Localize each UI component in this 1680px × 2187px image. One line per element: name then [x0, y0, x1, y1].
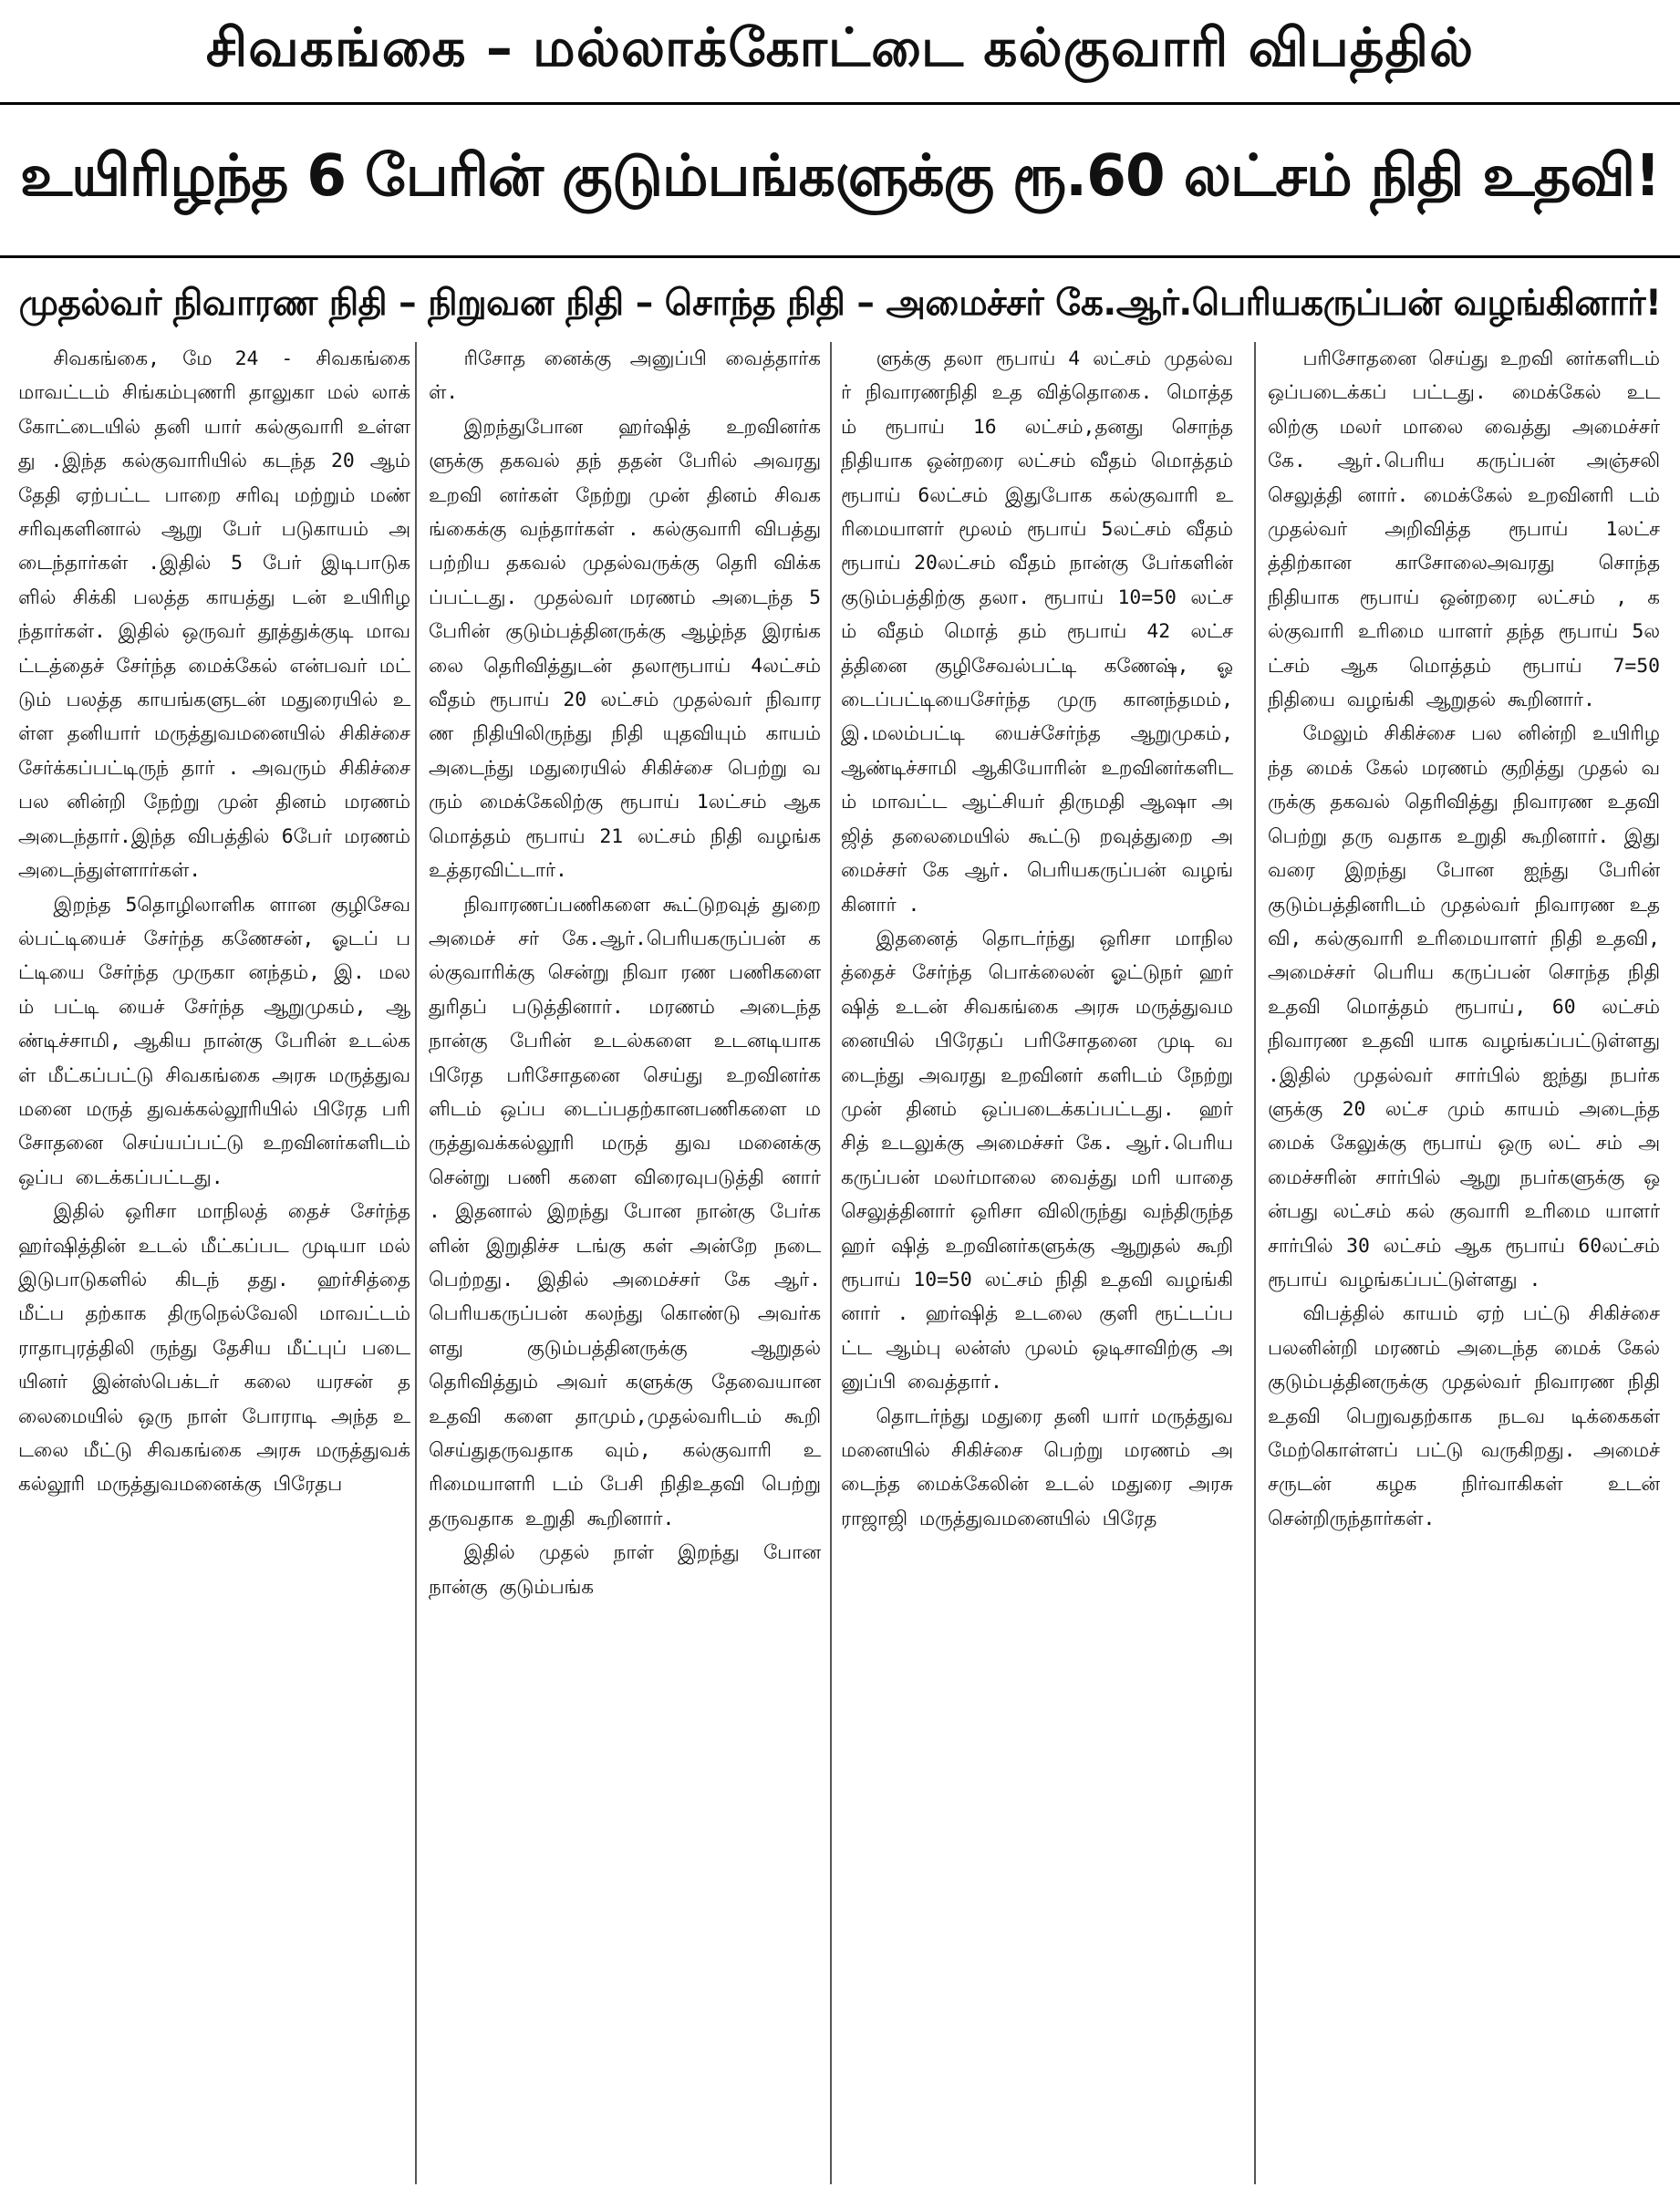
column-divider [1254, 342, 1256, 2184]
paragraph: இதில் முதல் நாள் இறந்து போன நான்கு குடும்பங்க [429, 1541, 821, 1599]
paragraph: இதனைத் தொடர்ந்து ஒரிசா மாநிலத்தைச் சேர்ந்த பொக்லைன் ஓட்டுநர் ஹர் ஷித் உடன் சிவகங்கை அரசு மருத்துவமனையில் பிரேதப் பரிசோதனை முடி வடைந்து அவரது உறவினர் களிடம் நேற்று முன் தினம் ஒப்படைக்கப்பட்டது. ஹர் சித் உடலுக்கு அமைச்சர் கே. ஆர்.பெரியகருப்பன் மலர்மாலை வைத்து மரி யாதை செலுத்தினார் ஒரிசா விலிருந்து வந்திருந்த ஹர் ஷித் உறவினர்களுக்கு ஆறுதல் கூறி ரூபாய் 10=50 லட்சம் நிதி உதவி வழங்கி னார் . ஹர்ஷித் உடலை குளி ரூட்டப்பட்ட ஆம்பு லன்ஸ் முலம் ஒடிசாவிற்கு அனுப்பி வைத்தார். [841, 927, 1233, 1394]
kicker-headline: சிவகங்கை – மல்லாக்கோட்டை கல்குவாரி விபத்தில் [205, 16, 1475, 78]
subheadline: முதல்வர் நிவாரண நிதி – நிறுவன நிதி – சொந்த நிதி – அமைச்சர் கே.ஆர்.பெரியகருப்பன் வழங்கினார்! [18, 283, 1662, 324]
paragraph: ரிசோத னைக்கு அனுப்பி வைத்தார்கள். [429, 347, 821, 405]
article-body [0, 342, 1680, 2187]
paragraph: இறந்த 5தொழிலாளிக ளான குழிசேவல்பட்டியைச் சேர்ந்த கணேசன், ஓடப் பட்டியை சேர்ந்த முருகா னந்தம், இ. மலம் பட்டி யைச் சேர்ந்த ஆறுமுகம், ஆண்டிச்சாமி, ஆகிய நான்கு பேரின் உடல்கள் மீட்கப்பட்டு சிவகங்கை அரசு மருத்துவமனை மருத் துவக்கல்லூரியில் பிரேத பரி சோதனை செய்யப்பட்டு உறவினர்களிடம் ஒப்ப டைக்கப்பட்டது. [18, 893, 410, 1189]
paragraph: மேலும் சிகிச்சை பல னின்றி உயிரிழந்த மைக் கேல் மரணம் குறித்து முதல் வருக்கு தகவல் தெரிவித்து நிவாரண உதவி பெற்று தரு வதாக உறுதி கூறினார். இது வரை இறந்து போன ஐந்து பேரின் குடும்பத்தினரிடம் முதல்வர் நிவாரண உதவி, கல்குவாரி உரிமையாளர் நிதி உதவி, அமைச்சர் பெரிய கருப்பன் சொந்த நிதி உதவி மொத்தம் ரூபாய், 60 லட்சம் நிவாரண உதவி யாக வழங்கப்பட்டுள்ளது .இதில் முதல்வர் சார்பில் ஐந்து நபர்களுக்கு 20 லட்ச மும் காயம் அடைந்த மைக் கேலுக்கு ரூபாய் ஒரு லட் சம் அமைச்சரின் சார்பில் ஆறு நபர்களுக்கு ஒன்பது லட்சம் கல் குவாரி உரிமை யாளர் சார்பில் 30 லட்சம் ஆக ரூபாய் 60லட்சம் ரூபாய் வழங்கப்பட்டுள்ளது . [1268, 722, 1660, 1291]
column-divider [830, 342, 832, 2184]
paragraph: ளுக்கு தலா ரூபாய் 4 லட்சம் முதல்வர் நிவாரணநிதி உத வித்தொகை. மொத்தம் ரூபாய் 16 லட்சம்,தனது சொந்த நிதியாக ஒன்றரை லட்சம் வீதம் மொத்தம் ரூபாய் 6லட்சம் இதுபோக கல்குவாரி உரிமையாளர் மூலம் ரூபாய் 5லட்சம் வீதம் ரூபாய் 20லட்சம் வீதம் நான்கு பேர்களின் குடும்பத்திற்கு தலா. ரூபாய் 10=50 லட்சம் வீதம் மொத் தம் ரூபாய் 42 லட்சத்தினை குழிசேவல்பட்டி கணேஷ், ஓடைப்பட்டியைசேர்ந்த முரு கானந்தமம்,இ.மலம்பட்டி யைச்சேர்ந்த ஆறுமுகம், ஆண்டிச்சாமி ஆகியோரின் உறவினர்களிடம் மாவட்ட ஆட்சியர் திருமதி ஆஷா அஜித் தலைமையில் கூட்டு றவுத்துறை அமைச்சர் கே ஆர். பெரியகருப்பன் வழங் கினார் . [841, 347, 1233, 917]
paragraph: விபத்தில் காயம் ஏற் பட்டு சிகிச்சை பலனின்றி மரணம் அடைந்த மைக் கேல் குடும்பத்தினருக்கு முதல்வர் நிவாரண நிதி உதவி பெறுவதற்காக நடவ டிக்கைகள் மேற்கொள்ளப் பட்டு வருகிறது. அமைச் சருடன் கழக நிர்வாகிகள் உடன் சென்றிருந்தார்கள். [1268, 1302, 1660, 1530]
header-divider-middle [0, 255, 1680, 258]
main-headline: உயிரிழந்த 6 பேரின் குடும்பங்களுக்கு ரூ.60 லட்சம் நிதி உதவி! [20, 141, 1660, 209]
article-column-1 [18, 342, 410, 2180]
paragraph: பரிசோதனை செய்து உறவி னர்களிடம் ஒப்படைக்கப் பட்டது. மைக்கேல் உட லிற்கு மலர் மாலை வைத்து அமைச்சர் கே. ஆர்.பெரிய கருப்பன் அஞ்சலி செலுத்தி னார். மைக்கேல் உறவினரி டம் முதல்வர் அறிவித்த ரூபாய் 1லட்சத்திற்கான காசோலைஅவரது சொந்த நிதியாக ரூபாய் ஒன்றரை லட்சம் , கல்குவாரி உரிமை யாளர் தந்த ரூபாய் 5லட்சம் ஆக மொத்தம் ரூபாய் 7=50 நிதியை வழங்கி ஆறுதல் கூறினார். [1268, 347, 1660, 712]
paragraph: இதில் ஒரிசா மாநிலத் தைச் சேர்ந்த ஹர்ஷித்தின் உடல் மீட்கப்பட முடியா மல் இடுபாடுகளில் கிடந் தது. ஹர்சித்தை மீட்ப தற்காக திருநெல்வேலி மாவட்டம் ராதாபுரத்திலி ருந்து தேசிய மீட்புப் படை யினர் இன்ஸ்பெக்டர் கலை யரசன் தலைமையில் ஒரு நாள் போராடி அந்த உடலை மீட்டு சிவகங்கை அரசு மருத்துவக் கல்லூரி மருத்துவமனைக்கு பிரேதப [18, 1200, 410, 1497]
paragraph: நிவாரணப்பணிகளை கூட்டுறவுத் துறை அமைச் சர் கே.ஆர்.பெரியகருப்பன் கல்குவாரிக்கு சென்று நிவா ரண பணிகளை துரிதப் படுத்தினார். மரணம் அடைந்த நான்கு பேரின் உடல்களை உடனடியாக பிரேத பரிசோதனை செய்து உறவினர்களிடம் ஒப்ப டைப்பதற்கானபணிகளை மருத்துவக்கல்லூரி மருத் துவ மனைக்கு சென்று பணி களை விரைவுபடுத்தி னார் . இதனால் இறந்து போன நான்கு பேர்களின் இறுதிச்ச டங்கு கள் அன்றே நடை பெற்றது. இதில் அமைச்சர் கே ஆர்.பெரியகருப்பன் கலந்து கொண்டு அவர்க ளது குடும்பத்தினருக்கு ஆறுதல் தெரிவித்தும் அவர் களுக்கு தேவையான உதவி களை தாமும்,முதல்வரிடம் கூறி செய்துதருவதாக வும், கல்குவாரி உரிமையாளரி டம் பேசி நிதிஉதவி பெற்று தருவதாக உறுதி கூறினார். [429, 893, 821, 1530]
article-column-2 [429, 342, 821, 2180]
article-column-4 [1268, 342, 1660, 2180]
article-column-3 [841, 342, 1233, 2180]
paragraph: இறந்துபோன ஹர்ஷித் உறவினர்களுக்கு தகவல் தந் ததன் பேரில் அவரது உறவி னர்கள் நேற்று முன் தினம் சிவகங்கைக்கு வந்தார்கள் . கல்குவாரி விபத்து பற்றிய தகவல் முதல்வருக்கு தெரி விக்கப்பட்டது. முதல்வர் மரணம் அடைந்த 5பேரின் குடும்பத்தினருக்கு ஆழ்ந்த இரங்கலை தெரிவித்துடன் தலாரூபாய் 4லட்சம் வீதம் ரூபாய் 20 லட்சம் முதல்வர் நிவாரண நிதியிலிருந்து நிதி யுதவியும் காயம் அடைந்து மதுரையில் சிகிச்சை பெற்று வரும் மைக்கேலிற்கு ரூபாய் 1லட்சம் ஆக மொத்தம் ரூபாய் 21 லட்சம் நிதி வழங்க உத்தரவிட்டார். [429, 415, 821, 883]
column-divider [415, 342, 417, 2184]
paragraph: தொடர்ந்து மதுரை தனி யார் மருத்துவமனையில் சிகிச்சை பெற்று மரணம் அடைந்த மைக்கேலின் உடல் மதுரை அரசு ராஜாஜி மருத்துவமனையில் பிரேத [841, 1404, 1233, 1530]
paragraph: சிவகங்கை, மே 24 - சிவகங்கை மாவட்டம் சிங்கம்புணரி தாலுகா மல் லாக் கோட்டையில் தனி யார் கல்குவாரி உள்ளது .இந்த கல்குவாரியில் கடந்த 20 ஆம் தேதி ஏற்பட்ட பாறை சரிவு மற்றும் மண் சரிவுகளினால் ஆறு பேர் படுகாயம் அடைந்தார்கள் .இதில் 5 பேர் இடிபாடுக ளில் சிக்கி பலத்த காயத்து டன் உயிரிழந்தார்கள். இதில் ஒருவர் தூத்துக்குடி மாவட்டத்தைச் சேர்ந்த மைக்கேல் என்பவர் மட் டும் பலத்த காயங்களுடன் மதுரையில் உள்ள தனியார் மருத்துவமனையில் சிகிச்சை சேர்க்கப்பட்டிருந் தார் . அவரும் சிகிச்சை பல னின்றி நேற்று முன் தினம் மரணம் அடைந்தார்.இந்த விபத்தில் 6பேர் மரணம் அடைந்துள்ளார்கள். [18, 347, 410, 883]
